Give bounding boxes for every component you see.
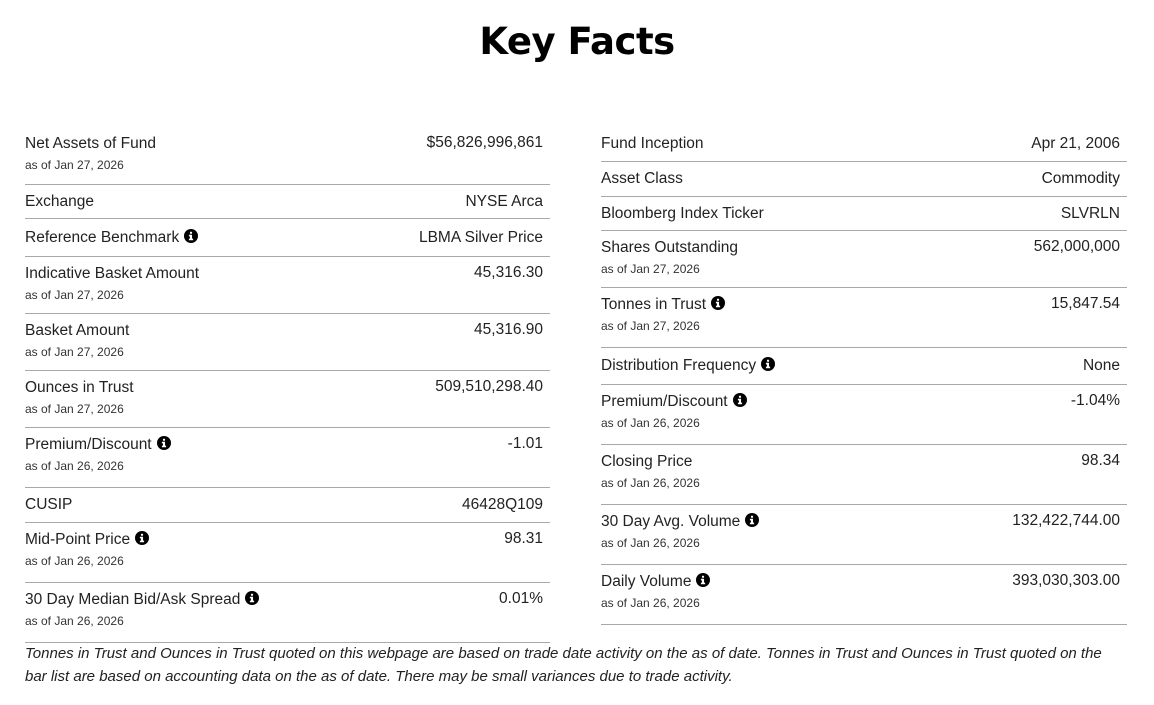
fact-row-net-assets-of-fund [25, 127, 550, 185]
fact-label-text: Premium/Discount [25, 436, 152, 453]
fact-value: 0.01% [499, 590, 543, 607]
fact-row-bloomberg-index-ticker [601, 197, 1127, 231]
fact-label-text: CUSIP [25, 496, 73, 513]
fact-value: 46428Q109 [461, 496, 543, 513]
fact-label-text: 30 Day Avg. Volume [601, 513, 741, 530]
fact-row-cusip [25, 488, 550, 523]
fact-label-text: Tonnes in Trust [601, 296, 707, 313]
fact-row-closing-price [601, 445, 1127, 505]
fact-row-distribution-frequency [601, 348, 1127, 385]
fact-label-text: Shares Outstanding [601, 239, 739, 256]
fact-label [25, 135, 156, 153]
fact-label [25, 436, 171, 454]
info-icon[interactable] [745, 513, 759, 527]
fact-label-text: 30 Day Median Bid/Ask Spread [25, 591, 241, 608]
fact-label [601, 393, 747, 411]
fact-row-indicative-basket-amount [25, 257, 550, 314]
fact-label [25, 322, 129, 340]
fact-label [25, 591, 259, 609]
fact-label [25, 265, 199, 283]
as-of-date: as of Jan 26, 2026 [601, 536, 700, 550]
fact-label [601, 296, 725, 314]
as-of-date: as of Jan 27, 2026 [25, 288, 124, 302]
fact-value: 15,847.54 [1051, 295, 1120, 312]
fact-label-text: Mid-Point Price [25, 531, 131, 548]
fact-row-daily-volume [601, 565, 1127, 625]
fact-value: $56,826,996,861 [426, 134, 543, 151]
fact-value: -1.04% [1070, 392, 1120, 409]
fact-row-reference-benchmark [25, 219, 550, 257]
info-icon[interactable] [761, 357, 775, 371]
fact-label [601, 453, 692, 471]
fact-value: 45,316.30 [474, 264, 543, 281]
fact-row-premium-discount [25, 428, 550, 488]
fact-label [25, 531, 149, 549]
fact-row-fund-inception [601, 127, 1127, 162]
fact-value: 393,030,303.00 [1012, 572, 1120, 589]
fact-label-text: Fund Inception [601, 135, 704, 152]
as-of-date: as of Jan 27, 2026 [25, 345, 124, 359]
fact-value: 98.34 [1081, 452, 1120, 469]
fact-row-exchange [25, 185, 550, 219]
fact-value: SLVRLN [1060, 205, 1120, 222]
fact-label-text: Indicative Basket Amount [25, 265, 200, 282]
fact-label-text: Exchange [25, 193, 94, 210]
as-of-date: as of Jan 26, 2026 [25, 554, 124, 568]
info-icon[interactable] [711, 296, 725, 310]
fact-label-text: Net Assets of Fund [25, 135, 156, 152]
fact-label [25, 379, 134, 397]
fact-label [601, 135, 704, 153]
fact-row-basket-amount [25, 314, 550, 371]
fact-label-text: Distribution Frequency [601, 357, 757, 374]
fact-label-text: Reference Benchmark [25, 229, 180, 246]
as-of-date: as of Jan 26, 2026 [601, 596, 700, 610]
fact-label [25, 229, 198, 247]
info-icon[interactable] [733, 393, 747, 407]
fact-row-ounces-in-trust [25, 371, 550, 428]
info-icon[interactable] [245, 591, 259, 605]
fact-row-30-day-avg-volume [601, 505, 1127, 565]
fact-row-asset-class [601, 162, 1127, 197]
fact-value: None [1082, 357, 1120, 374]
fact-label-text: Basket Amount [25, 322, 130, 339]
fact-value: 98.31 [504, 530, 543, 547]
fact-value: 562,000,000 [1033, 238, 1120, 255]
fact-value: Apr 21, 2006 [1031, 135, 1120, 152]
fact-label-text: Ounces in Trust [25, 379, 134, 396]
footnote: Tonnes in Trust and Ounces in Trust quoted on this webpage are based on trade date activity on the as of date. Tonnes in Trust and Ounces in Trust quoted on the bar list are based on accounting data on the as of date. There may be small variances due to trade activity. [25, 645, 1102, 685]
fact-row-shares-outstanding [601, 231, 1127, 288]
fact-label [25, 193, 94, 211]
as-of-date: as of Jan 27, 2026 [25, 402, 124, 416]
fact-value: LBMA Silver Price [418, 229, 543, 246]
as-of-date: as of Jan 26, 2026 [25, 614, 124, 628]
fact-row-mid-point-price [25, 523, 550, 583]
fact-value: Commodity [1041, 170, 1120, 187]
fact-label [601, 513, 759, 531]
fact-value: NYSE Arca [465, 193, 543, 210]
fact-value: -1.01 [507, 435, 543, 452]
fact-row-30-day-median-bid-ask-spread [25, 583, 550, 643]
fact-label [601, 357, 775, 375]
fact-label [25, 496, 72, 514]
as-of-date: as of Jan 26, 2026 [25, 459, 124, 473]
fact-value: 509,510,298.40 [435, 378, 543, 395]
info-icon[interactable] [157, 436, 171, 450]
fact-row-tonnes-in-trust [601, 288, 1127, 348]
fact-label [601, 205, 764, 223]
info-icon[interactable] [184, 229, 198, 243]
key-facts-left-column [25, 127, 550, 643]
fact-label-text: Bloomberg Index Ticker [601, 205, 764, 222]
info-icon[interactable] [135, 531, 149, 545]
page-title: Key Facts [479, 20, 675, 63]
fact-label-text: Closing Price [601, 453, 693, 470]
fact-label-text: Daily Volume [601, 573, 692, 590]
fact-label [601, 573, 710, 591]
fact-label [601, 170, 683, 188]
as-of-date: as of Jan 27, 2026 [601, 319, 700, 333]
fact-label-text: Premium/Discount [601, 393, 728, 410]
fact-label-text: Asset Class [601, 170, 683, 187]
fact-label [601, 239, 738, 257]
as-of-date: as of Jan 27, 2026 [601, 262, 700, 276]
as-of-date: as of Jan 26, 2026 [601, 476, 700, 490]
fact-value: 132,422,744.00 [1012, 512, 1120, 529]
fact-value: 45,316.90 [474, 321, 543, 338]
fact-row-premium-discount [601, 385, 1127, 445]
as-of-date: as of Jan 26, 2026 [601, 416, 700, 430]
as-of-date: as of Jan 27, 2026 [25, 158, 124, 172]
key-facts-right-column [601, 127, 1127, 625]
info-icon[interactable] [696, 573, 710, 587]
